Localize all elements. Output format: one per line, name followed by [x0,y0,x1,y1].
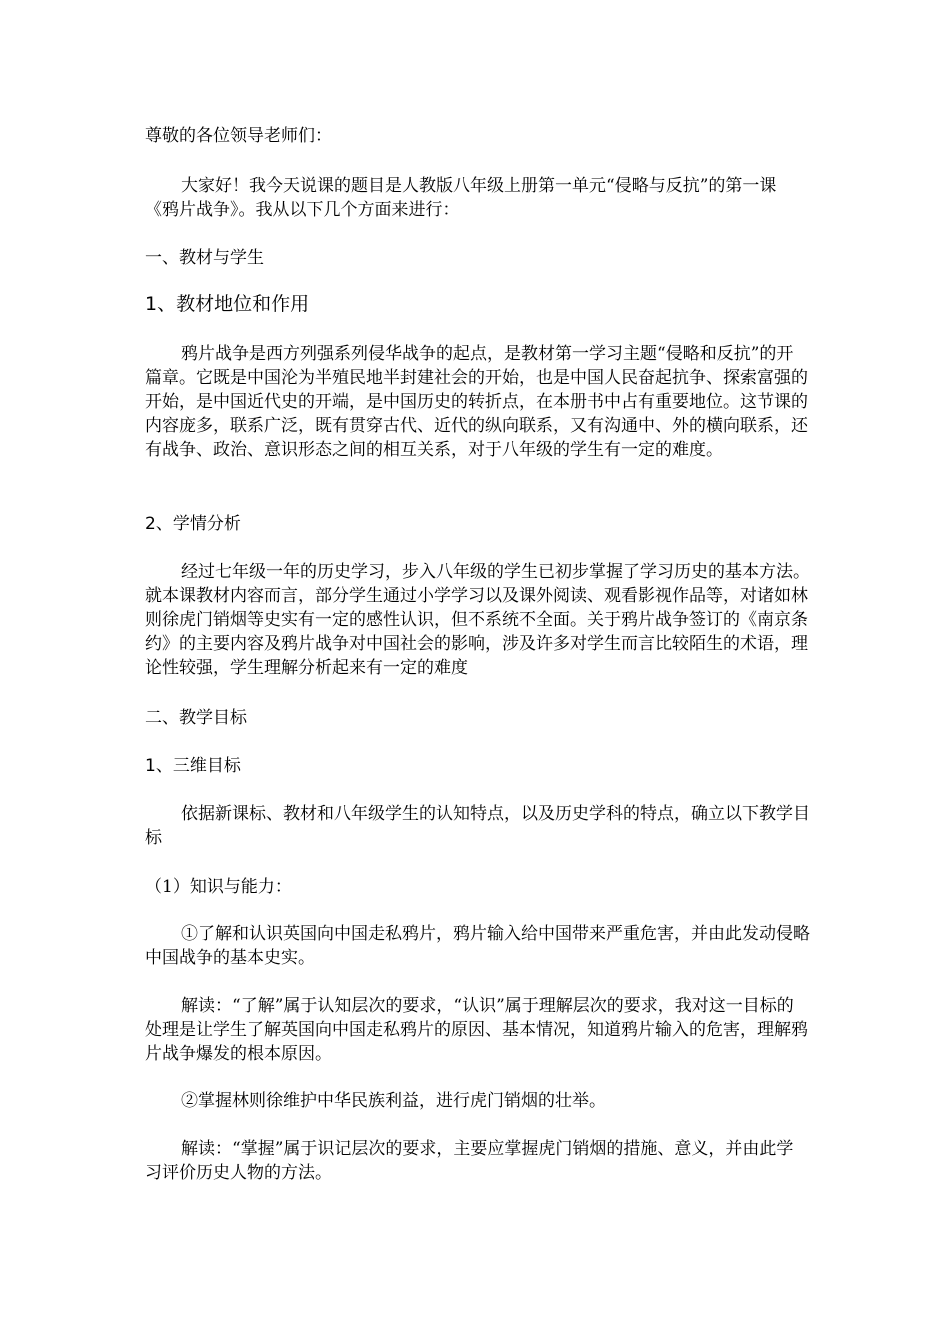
objective-item-2-note: 解读：“掌握”属于识记层次的要求，主要应掌握虎门销烟的措施、意义，并由此学习评价历史人物的方法。 [145,1139,794,1183]
greeting: 尊敬的各位领导老师们： [145,126,332,146]
subsection-1-2-body: 经过七年级一年的历史学习，步入八年级的学生已初步掌握了学习历史的基本方法。就本课教材内容而言，部分学生通过小学学习以及课外阅读、观看影视作品等，对诸如林则徐虎门销烟等史实有一定的感性认识，但不系统不全面。关于鸦片战争签订的《南京条约》的主要内容及鸦片战争对中国社会的影响，涉及许多对学生而言比较陌生的术语，理论性较强，学生理解分析起来有一定的难度 [145,562,810,678]
subsection-1-1-body: 鸦片战争是西方列强系列侵华战争的起点，是教材第一学习主题“侵略和反抗”的开篇章。它既是中国沦为半殖民地半封建社会的开始，也是中国人民奋起抗争、探索富强的开始，是中国近代史的开端，是中国历史的转折点，在本册书中占有重要地位。这节课的内容庞多，联系广泛，既有贯穿古代、近代的纵向联系，又有沟通中、外的横向联系，还有战争、政治、意识形态之间的相互关系，对于八年级的学生有一定的难度。 [145,344,808,460]
objective-item-1-note: 解读：“了解”属于认知层次的要求，“认识”属于理解层次的要求，我对这一目标的处理是让学生了解英国向中国走私鸦片的原因、基本情况，知道鸦片输入的危害，理解鸦片战争爆发的根本原因。 [145,996,808,1064]
subsection-2-1-title: 1、三维目标 [145,756,241,776]
objective-item-2: ②掌握林则徐维护中华民族利益，进行虎门销烟的壮举。 [181,1091,606,1111]
objective-item-1: ①了解和认识英国向中国走私鸦片，鸦片输入给中国带来严重危害，并由此发动侵略中国战争的基本史实。 [145,924,810,968]
subsection-2-1-body: 依据新课标、教材和八年级学生的认知特点，以及历史学科的特点，确立以下教学目标 [145,804,810,848]
subsection-1-2-title: 2、学情分析 [145,514,241,534]
section-1-title: 一、教材与学生 [145,248,264,268]
section-2-title: 二、教学目标 [145,708,247,728]
subsection-1-1-title: 1、教材地位和作用 [145,293,310,315]
intro-paragraph: 大家好！我今天说课的题目是人教版八年级上册第一单元“侵略与反抗”的第一课《鸦片战争》。我从以下几个方面来进行： [145,176,777,220]
knowledge-ability-title: （1）知识与能力： [145,877,292,897]
